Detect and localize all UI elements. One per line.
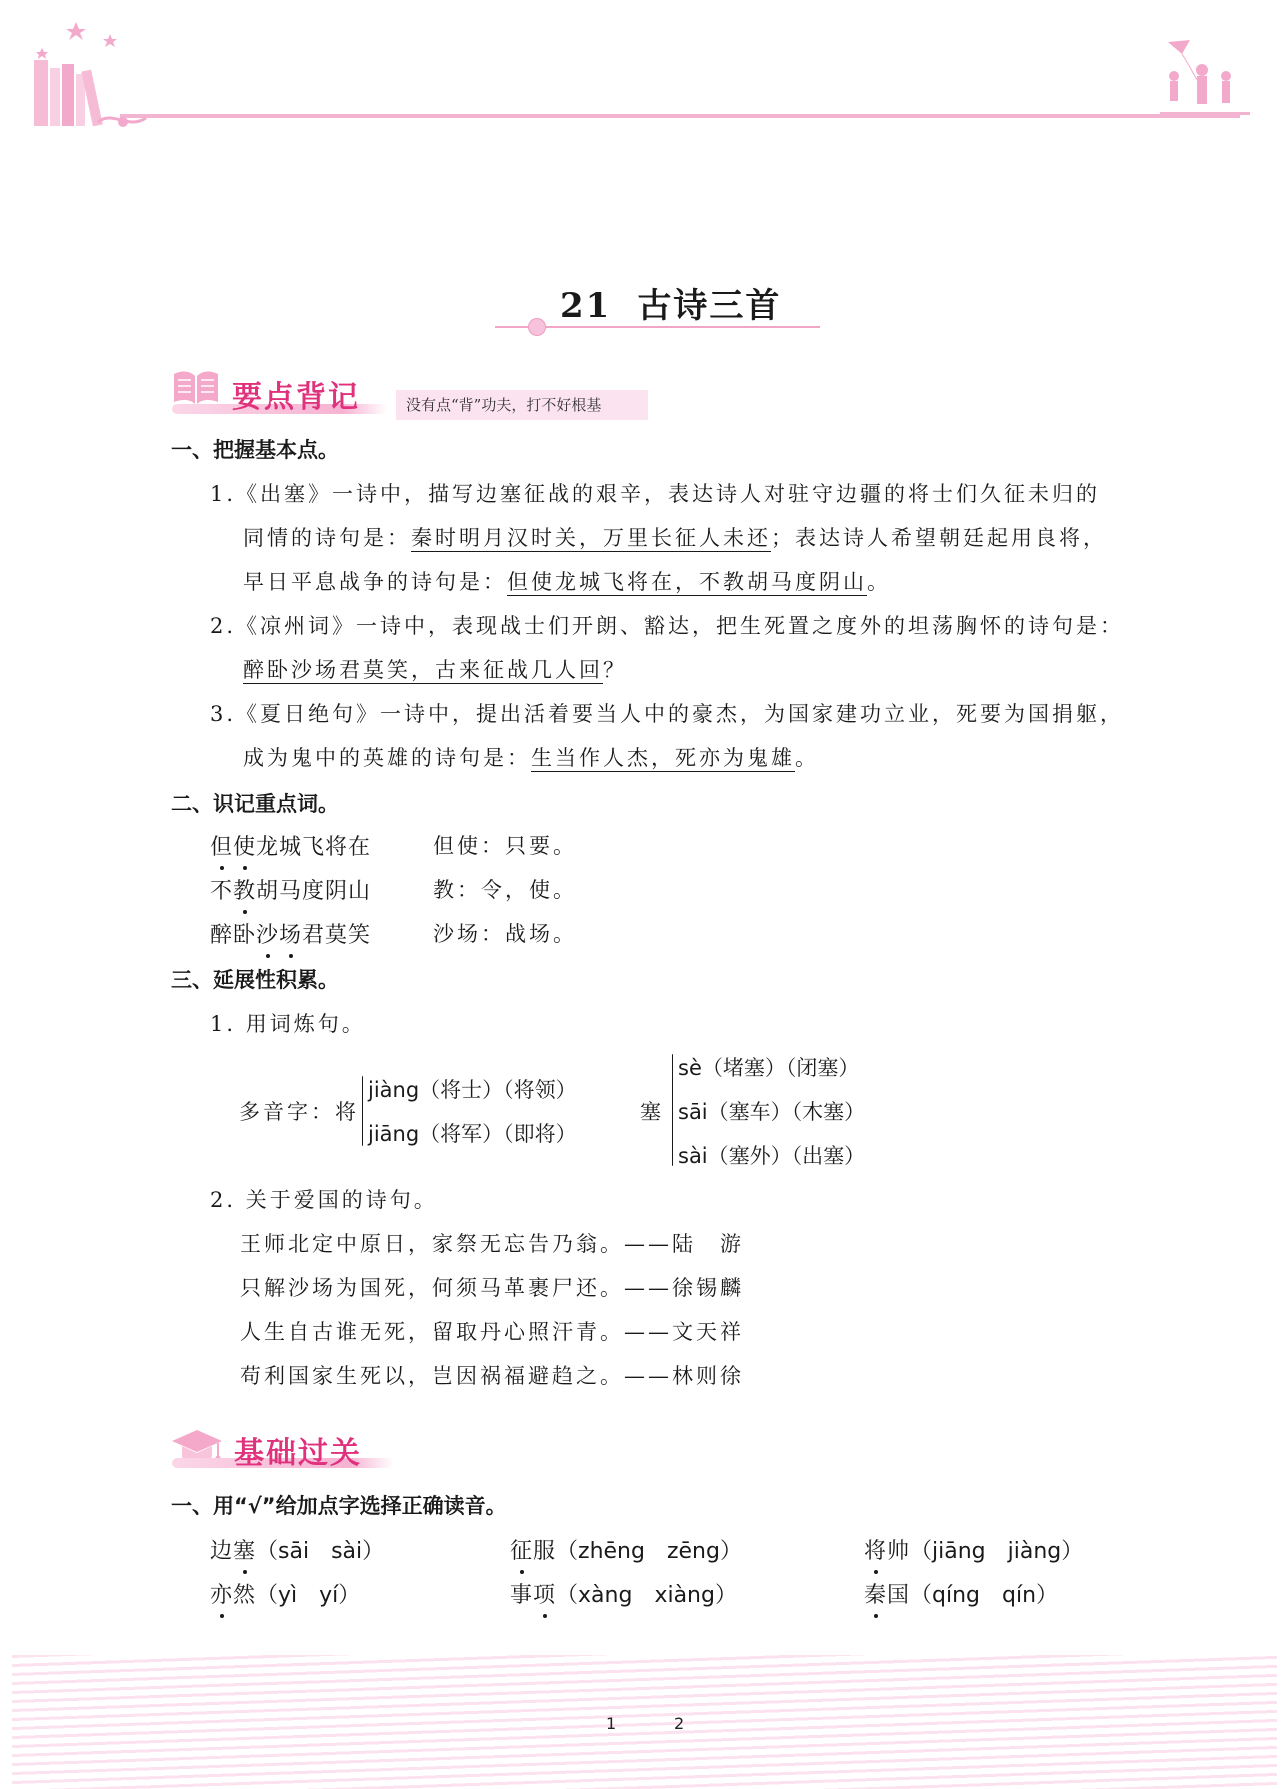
lesson-number: 21 [560,286,612,326]
question-1-line-2: 同情的诗句是：秦时明月汉时关，万里长征人未还；表达诗人希望朝廷起用良将， [243,526,1107,550]
pinyin-item: 征服（zhēng zēng） [510,1534,742,1565]
section-title-basics: 基础过关 [234,1436,362,1471]
polyphone-sai-2: sāi（塞车）（木塞） [678,1100,866,1124]
pinyin-item: 秦国（qíng qín） [864,1578,1058,1609]
question-3-line-1: 3.《夏日绝句》一诗中，提出活着要当人中的豪杰，为国家建功立业，死要为国捐躯， [210,702,1125,726]
title-dot-icon [528,318,546,336]
section-slogan: 没有点“背”功夫，打不好根基 [396,390,648,420]
poem-line: 人生自古谁无死，留取丹心照汗青。——文天祥 [240,1320,744,1344]
page-number-right: 2 [674,1714,685,1733]
answer-underline: 秦时明月汉时关，万里长征人未还 [411,526,771,550]
footer-band [12,1655,1277,1789]
answer-underline: 但使龙城飞将在，不教胡马度阴山 [507,570,867,594]
children-kite-decoration-icon [1160,36,1250,118]
lesson-name: 古诗三首 [637,286,782,326]
part1-heading: 一、把握基本点。 [171,438,339,462]
keyword-row: 醉卧沙场君莫笑 [210,918,371,949]
polyphone-sai-3: sài（塞外）（出塞） [678,1144,866,1168]
polyphone-label: 多音字：将 [239,1100,359,1124]
poem-line: 王师北定中原日，家祭无忘告乃翁。——陆 游 [240,1232,744,1256]
poem-line: 只解沙场为国死，何须马革裹尸还。——徐锡麟 [240,1276,744,1300]
brace-jiang [362,1076,363,1146]
question-1-line-3: 早日平息战争的诗句是：但使龙城飞将在，不教胡马度阴山。 [243,570,891,594]
book-icon [172,368,220,408]
section-title-key-points: 要点背记 [232,380,360,415]
answer-underline: 生当作人杰，死亦为鬼雄 [531,746,795,770]
pinyin-item: 边塞（sāi sài） [210,1534,384,1565]
polyphone-sai-label: 塞 [640,1100,664,1124]
keyword-row: 不教胡马度阴山 [210,874,371,905]
books-decoration-icon [28,18,158,136]
pinyin-item: 将帅（jiāng jiàng） [864,1534,1083,1565]
header-line [120,114,1240,118]
poem-line: 苟利国家生死以，岂因祸福避趋之。——林则徐 [240,1364,744,1388]
question-2-line-2: 醉卧沙场君莫笑，古来征战几人回？ [243,658,627,682]
question-3-line-2: 成为鬼中的英雄的诗句是：生当作人杰，死亦为鬼雄。 [243,746,819,770]
polyphone-jiang-2: jiāng（将军）（即将） [368,1122,577,1146]
question-1-line-1: 1.《出塞》一诗中，描写边塞征战的艰辛，表达诗人对驻守边疆的将士们久征未归的 [210,482,1101,506]
keyword-definition: 沙场：战场。 [433,922,577,946]
part3-heading: 三、延展性积累。 [171,968,339,992]
subheading-patriotic-poems: 2. 关于爱国的诗句。 [210,1188,438,1212]
polyphone-sai-1: sè（堵塞）（闭塞） [678,1056,860,1080]
part2-heading: 二、识记重点词。 [171,792,339,816]
page-title [560,278,781,327]
subheading-word-practice: 1. 用词炼句。 [210,1012,366,1036]
keyword-definition: 教：令，使。 [433,878,577,902]
pinyin-item: 亦然（yì yí） [210,1578,360,1609]
keyword-definition: 但使：只要。 [433,834,577,858]
keyword-row: 但使龙城飞将在 [210,830,371,861]
pinyin-item: 事项（xàng xiàng） [510,1578,737,1609]
part4-heading: 一、用“√”给加点字选择正确读音。 [171,1494,507,1518]
brace-sai [672,1054,673,1166]
question-2-line-1: 2.《凉州词》一诗中，表现战士们开朗、豁达，把生死置之度外的坦荡胸怀的诗句是： [210,614,1125,638]
page-number-left: 1 [606,1714,617,1733]
answer-underline: 醉卧沙场君莫笑，古来征战几人回 [243,658,603,682]
polyphone-jiang-1: jiàng（将士）（将领） [368,1078,577,1102]
